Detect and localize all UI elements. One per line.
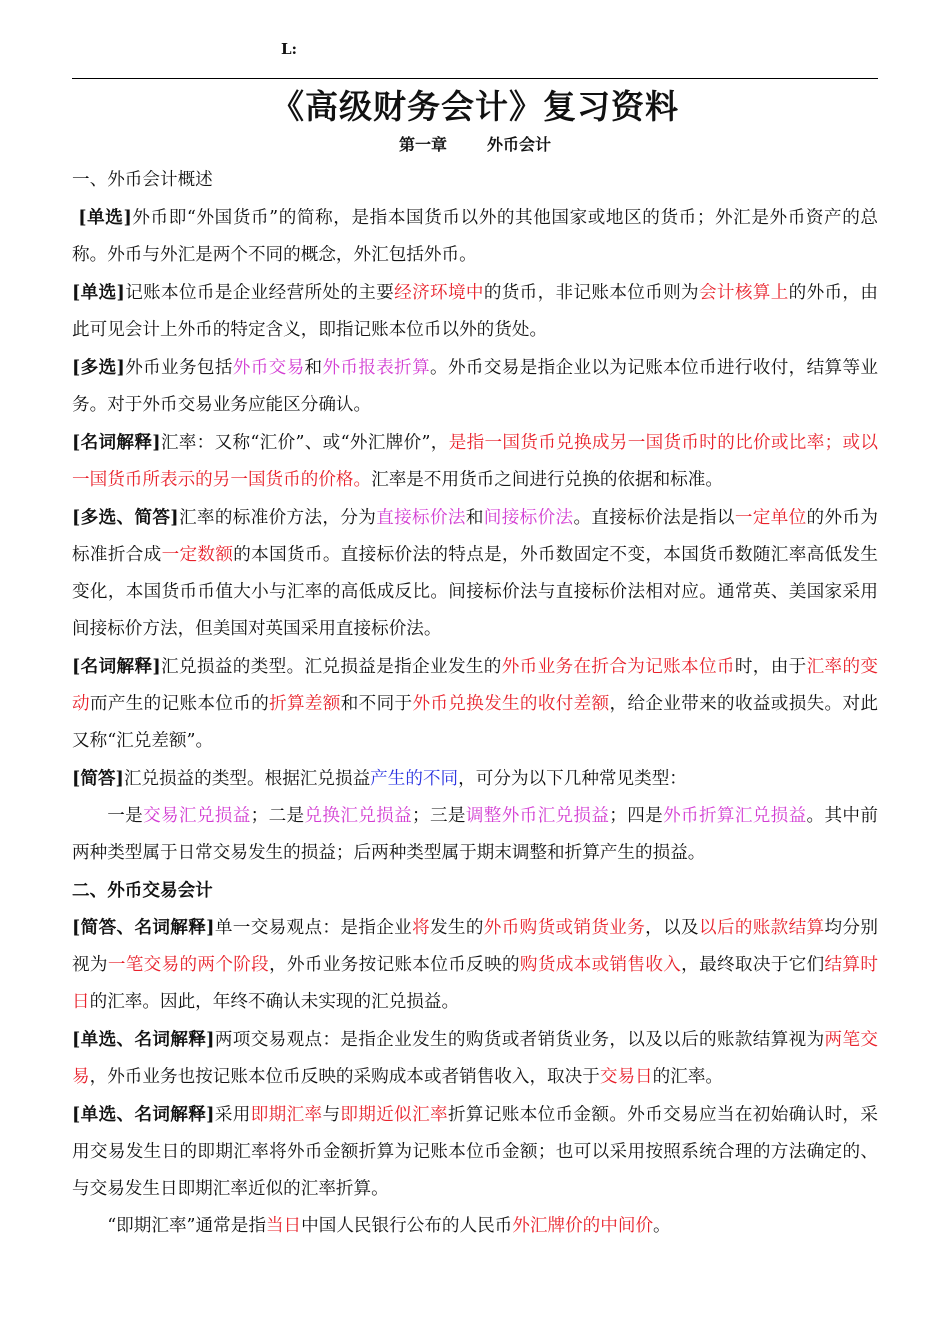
highlight-red: 会计核算上: [698, 283, 789, 303]
text-run: 均分别视为: [72, 918, 878, 975]
text-run: “即期汇率”通常是指: [107, 1216, 266, 1236]
highlight-red: 结算时日: [72, 955, 878, 1012]
question-type-tag: [名词解释]: [72, 656, 161, 677]
text-run: ，最终取决于它们: [681, 955, 825, 975]
text-run: 外币即“外国货币”的简称，是指本国货币以外的其他国家或地区的货币；外汇是外币资产的总称。外币与外汇是两个不同的概念，外汇包括外币。: [72, 208, 879, 265]
highlight-magenta: 外币报表折算: [322, 358, 431, 378]
question-type-tag: [简答]: [72, 768, 124, 789]
text-run: 汇兑损益的类型。汇兑损益是指企业发生的: [160, 657, 502, 677]
text-run: 的货币，非记账本位币则为: [483, 283, 699, 303]
text-run: 记账本位币是企业经营所处的主要: [124, 283, 395, 303]
text-run: 。外币交易是指企业以为记账本位币进行收付，结算等业务。对于外币交易业务应能区分确认。: [72, 358, 878, 415]
highlight-red: 外币业务在折合为记账本位币: [501, 657, 735, 677]
highlight-magenta: 外币交易: [232, 358, 305, 378]
text-run: 单一交易观点：是指企业: [214, 918, 413, 938]
text-run: 与: [322, 1105, 341, 1125]
highlight-red: 汇率的变动: [72, 657, 878, 714]
highlight-red: 是指一国货币兑换成另一国货币时的比价或比率；或以一国货币所表示的另一国货币的价格。: [72, 433, 878, 490]
text-run: ；四是: [609, 806, 664, 826]
text-run: 和: [465, 508, 484, 528]
highlight-red: 将: [412, 918, 430, 938]
text-run: 的外币为标准折合成: [72, 508, 878, 565]
text-run: 发生的: [430, 918, 484, 938]
text-run: 的汇率。因此，年终不确认未实现的汇兑损益。: [89, 992, 460, 1012]
text-run: ，给企业带来的收益或损失。对此又称“汇兑差额”。: [72, 694, 878, 751]
section-heading: 一、外币会计概述: [72, 170, 213, 190]
paragraph: [72, 1208, 878, 1245]
question-type-tag: [简答、名词解释]: [72, 917, 215, 938]
highlight-magenta: 交易汇兑损益: [143, 806, 251, 826]
question-type-tag: [多选、简答]: [72, 507, 179, 528]
text-run: 汇率的标准价方法，分为: [178, 508, 377, 528]
highlight-red: 即期汇率: [250, 1105, 323, 1125]
highlight-red: 折算差额: [269, 694, 341, 714]
text-run: ，以及: [645, 918, 699, 938]
highlight-red: 外币购货或销货业务: [483, 918, 646, 938]
highlight-red: 一定单位: [734, 508, 807, 528]
paragraph: [72, 199, 878, 274]
text-run: 时，由于: [734, 657, 807, 677]
text-run: 中国人民银行公布的人民币: [301, 1216, 513, 1236]
text-run: 汇率：又称“汇价”、或“外汇牌价”，: [160, 433, 449, 453]
text-run: 汇率是不用货币之间进行兑换的依据和标准。: [371, 470, 723, 490]
text-run: 而产生的记账本位币的: [89, 694, 270, 714]
highlight-blue: 产生的不同: [370, 769, 459, 789]
chapter-heading: [72, 130, 878, 160]
paragraph: [72, 274, 878, 349]
highlight-red: 购货成本或销售收入: [519, 955, 682, 975]
highlight-red: 一笔交易的两个阶段: [107, 955, 270, 975]
highlight-magenta: 外币折算汇兑损益: [663, 806, 807, 826]
text-run: 采用: [214, 1105, 251, 1125]
paragraph: [72, 648, 878, 760]
highlight-red: 外汇牌价的中间价: [512, 1216, 654, 1236]
highlight-red: 两笔交易: [72, 1030, 878, 1087]
text-run: 和不同于: [340, 694, 413, 714]
highlight-magenta: 兑换汇兑损益: [304, 806, 413, 826]
text-run: 汇兑损益的类型。根据汇兑损益: [123, 769, 371, 789]
chapter-name: 外币会计: [487, 135, 552, 154]
text-run: 折算记账本位币金额。外币交易应当在初始确认时，采用交易发生日的即期汇率将外币金额折算为记账本位币金额；也可以采用按照系统合理的方法确定的、与交易发生日即期汇率近似的汇率折算。: [72, 1105, 878, 1199]
paragraph: [72, 1096, 878, 1208]
text-run: 。直接标价法是指以: [573, 508, 735, 528]
paragraph: [72, 760, 878, 798]
text-run: 。其中前两种类型属于日常交易发生的损益；后两种类型属于期末调整和折算产生的损益。: [72, 806, 878, 863]
text-run: 两项交易观点：是指企业发生的购货或者销货业务，以及以后的账款结算视为: [214, 1030, 825, 1050]
paragraph: [72, 798, 878, 872]
highlight-red: 一定数额: [161, 545, 234, 565]
document-body: [72, 84, 878, 1245]
text-run: 的汇率。: [652, 1067, 724, 1087]
text-run: ；三是: [412, 806, 466, 826]
paragraph: [72, 909, 878, 1021]
highlight-red: 当日: [265, 1216, 302, 1236]
paragraph: [72, 1021, 878, 1096]
text-run: ；二是: [250, 806, 305, 826]
highlight-red: 外币兑换发生的收付差额: [412, 694, 610, 714]
text-run: 外币业务包括: [124, 358, 233, 378]
paragraph: [72, 424, 878, 499]
text-run: 的本国货币。直接标价法的特点是，外币数固定不变，本国货币数随汇率高低发生变化，本国货币币值大小与汇率的高低成反比。间接标价法与直接标价法相对应。通常英、美国家采用间接标价方法，但美国对英国采用直接标价法。: [72, 545, 878, 639]
text-run: 的外币，由此可见会计上外币的特定含义，即指记账本位币以外的货处。: [72, 283, 878, 340]
document-title: 《高级财务会计》复习资料: [271, 87, 679, 126]
text-run: ，可分为以下几种常见类型：: [458, 769, 687, 789]
text-run: 和: [304, 358, 323, 378]
sections-container: [72, 162, 878, 1245]
text-run: ，外币业务也按记账本位币反映的采购成本或者销售收入，取决于: [89, 1067, 600, 1087]
highlight-red: 经济环境中: [394, 283, 484, 303]
highlight-magenta: 调整外币汇兑损益: [465, 806, 610, 826]
question-type-tag: [多选]: [72, 357, 125, 378]
question-type-tag: [单选、名词解释]: [72, 1029, 215, 1050]
header-mark: L:: [281, 40, 298, 58]
paragraph: [72, 499, 878, 648]
highlight-magenta: 间接标价法: [483, 508, 574, 528]
highlight-magenta: 直接标价法: [376, 508, 466, 528]
chapter-number: 第一章: [398, 135, 447, 154]
text-run: 。: [653, 1216, 671, 1236]
highlight-red: 交易日: [599, 1067, 653, 1087]
question-type-tag: [单选]: [72, 282, 125, 303]
question-type-tag: [名词解释]: [72, 432, 161, 453]
text-run: 一是: [107, 806, 144, 826]
question-type-tag: [单选]: [78, 207, 132, 228]
header-rule: [72, 78, 878, 79]
paragraph: [72, 349, 878, 424]
text-run: ，外币业务按记账本位币反映的: [269, 955, 520, 975]
section-heading: 二、外币交易会计: [72, 880, 213, 901]
highlight-red: 以后的账款结算: [698, 918, 825, 938]
highlight-red: 即期近似汇率: [340, 1105, 448, 1125]
question-type-tag: [单选、名词解释]: [72, 1104, 215, 1125]
